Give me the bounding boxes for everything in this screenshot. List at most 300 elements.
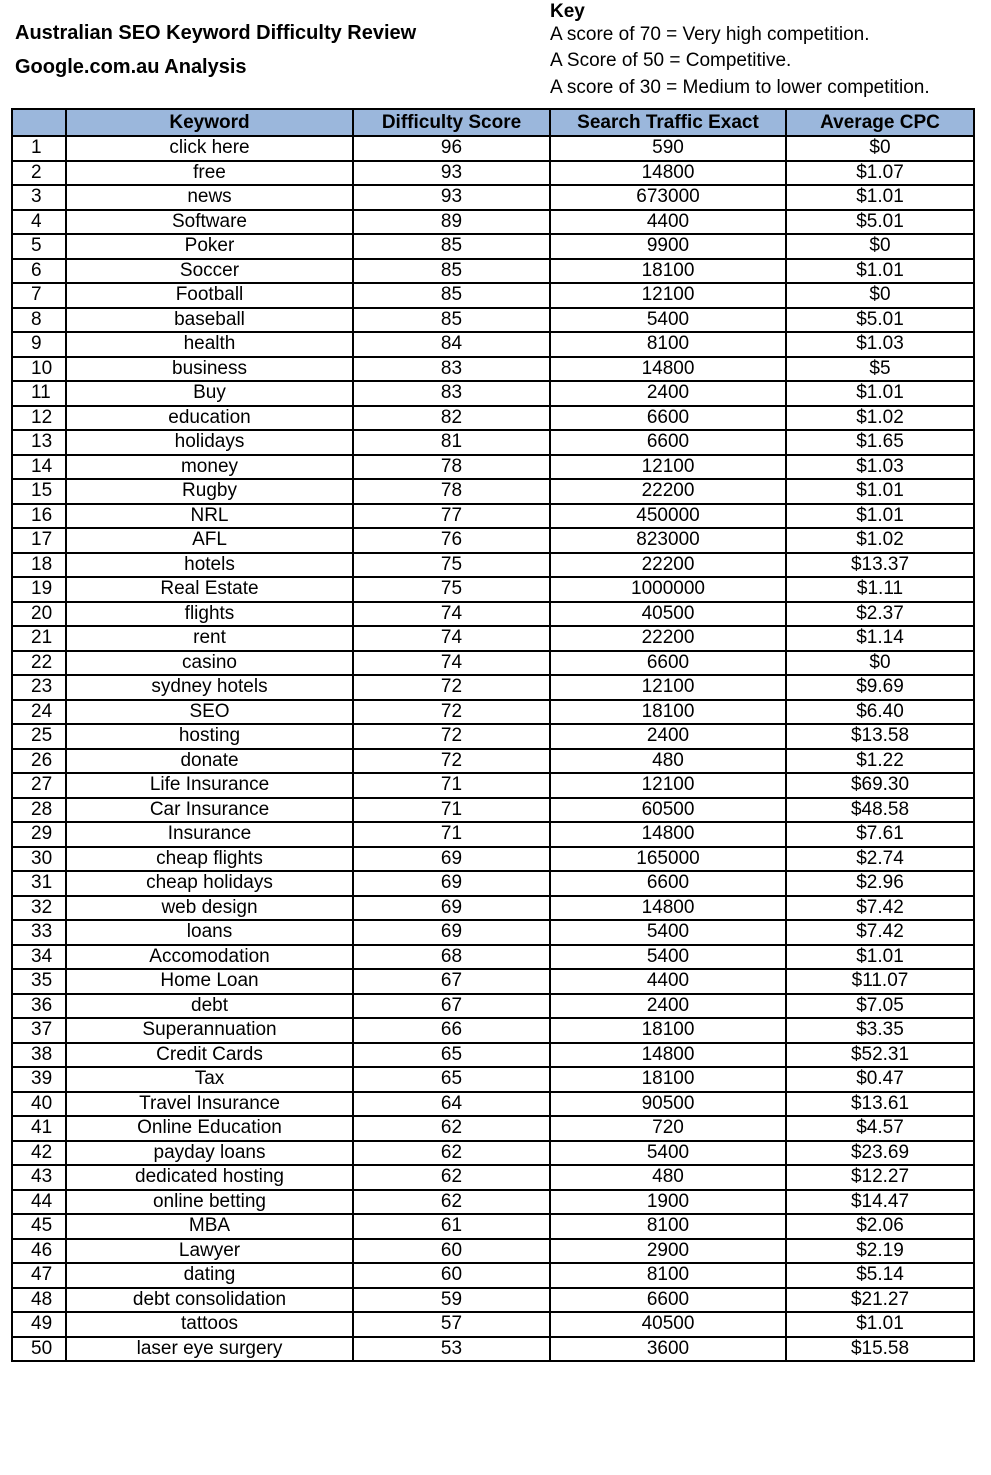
rank-cell: 29 [12, 822, 66, 847]
rank-cell: 40 [12, 1092, 66, 1117]
average-cpc-cell: $1.07 [786, 161, 974, 186]
average-cpc-cell: $52.31 [786, 1043, 974, 1068]
rank-cell: 42 [12, 1141, 66, 1166]
keyword-cell: web design [66, 896, 353, 921]
search-traffic-cell: 8100 [550, 332, 786, 357]
average-cpc-cell: $1.03 [786, 455, 974, 480]
keyword-cell: loans [66, 920, 353, 945]
header-average-cpc: Average CPC [786, 109, 974, 136]
table-row [12, 1018, 974, 1043]
rank-cell: 10 [12, 357, 66, 382]
rank-cell: 37 [12, 1018, 66, 1043]
difficulty-score-cell: 69 [353, 847, 550, 872]
rank-cell: 50 [12, 1337, 66, 1362]
average-cpc-cell: $0 [786, 283, 974, 308]
keyword-cell: health [66, 332, 353, 357]
table-row [12, 1214, 974, 1239]
table-row [12, 700, 974, 725]
keyword-cell: rent [66, 626, 353, 651]
table-row [12, 896, 974, 921]
table-body [12, 136, 974, 1361]
rank-cell: 12 [12, 406, 66, 431]
rank-cell: 28 [12, 798, 66, 823]
table-row [12, 749, 974, 774]
key-line-very-high: A score of 70 = Very high competition. [550, 24, 870, 45]
average-cpc-cell: $1.03 [786, 332, 974, 357]
average-cpc-cell: $11.07 [786, 969, 974, 994]
average-cpc-cell: $1.01 [786, 479, 974, 504]
table-row [12, 136, 974, 161]
rank-cell: 1 [12, 136, 66, 161]
keyword-cell: cheap holidays [66, 871, 353, 896]
keyword-cell: Football [66, 283, 353, 308]
difficulty-score-cell: 74 [353, 651, 550, 676]
search-traffic-cell: 1900 [550, 1190, 786, 1215]
search-traffic-cell: 14800 [550, 822, 786, 847]
average-cpc-cell: $1.01 [786, 1312, 974, 1337]
rank-cell: 39 [12, 1067, 66, 1092]
table-row [12, 308, 974, 333]
keyword-cell: sydney hotels [66, 675, 353, 700]
difficulty-score-cell: 67 [353, 969, 550, 994]
rank-cell: 11 [12, 381, 66, 406]
search-traffic-cell: 18100 [550, 700, 786, 725]
table-row [12, 1239, 974, 1264]
key-line-medium: A score of 30 = Medium to lower competition. [550, 77, 930, 98]
rank-cell: 13 [12, 430, 66, 455]
keyword-cell: click here [66, 136, 353, 161]
rank-cell: 22 [12, 651, 66, 676]
table-row [12, 675, 974, 700]
difficulty-score-cell: 72 [353, 724, 550, 749]
difficulty-score-cell: 93 [353, 185, 550, 210]
search-traffic-cell: 4400 [550, 969, 786, 994]
average-cpc-cell: $1.02 [786, 528, 974, 553]
rank-cell: 41 [12, 1116, 66, 1141]
search-traffic-cell: 12100 [550, 455, 786, 480]
rank-cell: 4 [12, 210, 66, 235]
table-row [12, 406, 974, 431]
table-row [12, 994, 974, 1019]
rank-cell: 32 [12, 896, 66, 921]
average-cpc-cell: $21.27 [786, 1288, 974, 1313]
search-traffic-cell: 673000 [550, 185, 786, 210]
search-traffic-cell: 8100 [550, 1214, 786, 1239]
table-row [12, 847, 974, 872]
table-row [12, 1141, 974, 1166]
table-row [12, 1263, 974, 1288]
page-title: Australian SEO Keyword Difficulty Review [15, 22, 417, 44]
rank-cell: 17 [12, 528, 66, 553]
search-traffic-cell: 2400 [550, 994, 786, 1019]
keyword-cell: Tax [66, 1067, 353, 1092]
rank-cell: 46 [12, 1239, 66, 1264]
search-traffic-cell: 18100 [550, 259, 786, 284]
table-row [12, 773, 974, 798]
search-traffic-cell: 6600 [550, 871, 786, 896]
table-row [12, 1190, 974, 1215]
table-row [12, 185, 974, 210]
rank-cell: 5 [12, 234, 66, 259]
rank-cell: 7 [12, 283, 66, 308]
difficulty-score-cell: 75 [353, 553, 550, 578]
average-cpc-cell: $1.02 [786, 406, 974, 431]
average-cpc-cell: $23.69 [786, 1141, 974, 1166]
rank-cell: 24 [12, 700, 66, 725]
search-traffic-cell: 2400 [550, 381, 786, 406]
average-cpc-cell: $7.61 [786, 822, 974, 847]
difficulty-score-cell: 64 [353, 1092, 550, 1117]
average-cpc-cell: $2.96 [786, 871, 974, 896]
search-traffic-cell: 5400 [550, 1141, 786, 1166]
table-row [12, 798, 974, 823]
difficulty-score-cell: 89 [353, 210, 550, 235]
keyword-cell: Lawyer [66, 1239, 353, 1264]
keyword-cell: dedicated hosting [66, 1165, 353, 1190]
table-row [12, 553, 974, 578]
difficulty-score-cell: 72 [353, 675, 550, 700]
keyword-cell: donate [66, 749, 353, 774]
table-row [12, 259, 974, 284]
rank-cell: 25 [12, 724, 66, 749]
search-traffic-cell: 2400 [550, 724, 786, 749]
search-traffic-cell: 12100 [550, 773, 786, 798]
keyword-cell: payday loans [66, 1141, 353, 1166]
search-traffic-cell: 12100 [550, 283, 786, 308]
table-row [12, 479, 974, 504]
difficulty-score-cell: 62 [353, 1165, 550, 1190]
average-cpc-cell: $7.42 [786, 920, 974, 945]
rank-cell: 23 [12, 675, 66, 700]
average-cpc-cell: $4.57 [786, 1116, 974, 1141]
table-row [12, 332, 974, 357]
average-cpc-cell: $3.35 [786, 1018, 974, 1043]
difficulty-score-cell: 69 [353, 920, 550, 945]
rank-cell: 9 [12, 332, 66, 357]
difficulty-score-cell: 62 [353, 1190, 550, 1215]
average-cpc-cell: $0 [786, 651, 974, 676]
average-cpc-cell: $15.58 [786, 1337, 974, 1362]
search-traffic-cell: 14800 [550, 357, 786, 382]
search-traffic-cell: 5400 [550, 945, 786, 970]
table-row [12, 871, 974, 896]
average-cpc-cell: $2.37 [786, 602, 974, 627]
search-traffic-cell: 6600 [550, 651, 786, 676]
keyword-cell: cheap flights [66, 847, 353, 872]
rank-cell: 20 [12, 602, 66, 627]
table-header-row [12, 109, 974, 136]
average-cpc-cell: $9.69 [786, 675, 974, 700]
rank-cell: 14 [12, 455, 66, 480]
search-traffic-cell: 6600 [550, 430, 786, 455]
search-traffic-cell: 720 [550, 1116, 786, 1141]
average-cpc-cell: $12.27 [786, 1165, 974, 1190]
search-traffic-cell: 9900 [550, 234, 786, 259]
rank-cell: 30 [12, 847, 66, 872]
difficulty-score-cell: 77 [353, 504, 550, 529]
average-cpc-cell: $5.01 [786, 308, 974, 333]
rank-cell: 35 [12, 969, 66, 994]
average-cpc-cell: $0.47 [786, 1067, 974, 1092]
search-traffic-cell: 5400 [550, 920, 786, 945]
header-rank [12, 109, 66, 136]
rank-cell: 6 [12, 259, 66, 284]
table-row [12, 357, 974, 382]
header-difficulty-score: Difficulty Score [353, 109, 550, 136]
average-cpc-cell: $6.40 [786, 700, 974, 725]
keyword-cell: Home Loan [66, 969, 353, 994]
rank-cell: 49 [12, 1312, 66, 1337]
difficulty-score-cell: 74 [353, 626, 550, 651]
difficulty-score-cell: 59 [353, 1288, 550, 1313]
rank-cell: 19 [12, 577, 66, 602]
average-cpc-cell: $2.74 [786, 847, 974, 872]
difficulty-score-cell: 72 [353, 700, 550, 725]
average-cpc-cell: $0 [786, 136, 974, 161]
keyword-cell: baseball [66, 308, 353, 333]
table-row [12, 1092, 974, 1117]
difficulty-score-cell: 61 [353, 1214, 550, 1239]
rank-cell: 36 [12, 994, 66, 1019]
keyword-cell: Car Insurance [66, 798, 353, 823]
difficulty-score-cell: 82 [353, 406, 550, 431]
rank-cell: 31 [12, 871, 66, 896]
keyword-cell: Poker [66, 234, 353, 259]
keyword-cell: debt consolidation [66, 1288, 353, 1313]
average-cpc-cell: $1.11 [786, 577, 974, 602]
rank-cell: 2 [12, 161, 66, 186]
keyword-cell: Soccer [66, 259, 353, 284]
keyword-cell: holidays [66, 430, 353, 455]
keyword-cell: free [66, 161, 353, 186]
difficulty-score-cell: 65 [353, 1067, 550, 1092]
table-row [12, 626, 974, 651]
search-traffic-cell: 22200 [550, 553, 786, 578]
difficulty-score-cell: 85 [353, 283, 550, 308]
table-row [12, 1337, 974, 1362]
keyword-cell: tattoos [66, 1312, 353, 1337]
search-traffic-cell: 5400 [550, 308, 786, 333]
search-traffic-cell: 40500 [550, 1312, 786, 1337]
difficulty-score-cell: 81 [353, 430, 550, 455]
search-traffic-cell: 6600 [550, 406, 786, 431]
average-cpc-cell: $1.01 [786, 381, 974, 406]
search-traffic-cell: 90500 [550, 1092, 786, 1117]
search-traffic-cell: 22200 [550, 626, 786, 651]
table-row [12, 455, 974, 480]
keyword-cell: SEO [66, 700, 353, 725]
rank-cell: 21 [12, 626, 66, 651]
rank-cell: 34 [12, 945, 66, 970]
average-cpc-cell: $0 [786, 234, 974, 259]
table-row [12, 161, 974, 186]
average-cpc-cell: $1.22 [786, 749, 974, 774]
table-row [12, 945, 974, 970]
rank-cell: 15 [12, 479, 66, 504]
difficulty-score-cell: 78 [353, 455, 550, 480]
keyword-cell: Life Insurance [66, 773, 353, 798]
difficulty-score-cell: 78 [353, 479, 550, 504]
search-traffic-cell: 480 [550, 749, 786, 774]
rank-cell: 18 [12, 553, 66, 578]
difficulty-score-cell: 84 [353, 332, 550, 357]
keyword-cell: Online Education [66, 1116, 353, 1141]
search-traffic-cell: 2900 [550, 1239, 786, 1264]
table-row [12, 1067, 974, 1092]
keyword-cell: money [66, 455, 353, 480]
average-cpc-cell: $1.01 [786, 259, 974, 284]
keyword-cell: Credit Cards [66, 1043, 353, 1068]
rank-cell: 47 [12, 1263, 66, 1288]
search-traffic-cell: 18100 [550, 1067, 786, 1092]
average-cpc-cell: $1.01 [786, 185, 974, 210]
rank-cell: 48 [12, 1288, 66, 1313]
search-traffic-cell: 60500 [550, 798, 786, 823]
difficulty-score-cell: 60 [353, 1263, 550, 1288]
difficulty-score-cell: 62 [353, 1116, 550, 1141]
average-cpc-cell: $48.58 [786, 798, 974, 823]
header-search-traffic: Search Traffic Exact [550, 109, 786, 136]
average-cpc-cell: $2.06 [786, 1214, 974, 1239]
keyword-cell: business [66, 357, 353, 382]
average-cpc-cell: $1.14 [786, 626, 974, 651]
keyword-cell: debt [66, 994, 353, 1019]
difficulty-score-cell: 85 [353, 234, 550, 259]
table-row [12, 430, 974, 455]
table-row [12, 577, 974, 602]
table-row [12, 822, 974, 847]
header-keyword: Keyword [66, 109, 353, 136]
keyword-cell: dating [66, 1263, 353, 1288]
keyword-cell: flights [66, 602, 353, 627]
difficulty-score-cell: 83 [353, 357, 550, 382]
keyword-cell: Insurance [66, 822, 353, 847]
search-traffic-cell: 14800 [550, 161, 786, 186]
average-cpc-cell: $13.37 [786, 553, 974, 578]
key-heading: Key [550, 1, 585, 22]
table-row [12, 504, 974, 529]
average-cpc-cell: $14.47 [786, 1190, 974, 1215]
rank-cell: 3 [12, 185, 66, 210]
search-traffic-cell: 165000 [550, 847, 786, 872]
search-traffic-cell: 6600 [550, 1288, 786, 1313]
rank-cell: 38 [12, 1043, 66, 1068]
table-row [12, 920, 974, 945]
keyword-cell: Travel Insurance [66, 1092, 353, 1117]
rank-cell: 43 [12, 1165, 66, 1190]
search-traffic-cell: 823000 [550, 528, 786, 553]
keyword-cell: Buy [66, 381, 353, 406]
difficulty-score-cell: 85 [353, 259, 550, 284]
keyword-cell: hosting [66, 724, 353, 749]
table-row [12, 381, 974, 406]
average-cpc-cell: $5 [786, 357, 974, 382]
table-row [12, 234, 974, 259]
table-row [12, 1312, 974, 1337]
keyword-cell: online betting [66, 1190, 353, 1215]
difficulty-score-cell: 57 [353, 1312, 550, 1337]
search-traffic-cell: 40500 [550, 602, 786, 627]
difficulty-score-cell: 65 [353, 1043, 550, 1068]
table-row [12, 1043, 974, 1068]
average-cpc-cell: $5.14 [786, 1263, 974, 1288]
search-traffic-cell: 1000000 [550, 577, 786, 602]
difficulty-score-cell: 85 [353, 308, 550, 333]
keyword-difficulty-table [11, 108, 975, 1362]
search-traffic-cell: 8100 [550, 1263, 786, 1288]
difficulty-score-cell: 76 [353, 528, 550, 553]
average-cpc-cell: $1.01 [786, 504, 974, 529]
rank-cell: 8 [12, 308, 66, 333]
rank-cell: 16 [12, 504, 66, 529]
page-subtitle: Google.com.au Analysis [15, 56, 247, 78]
difficulty-score-cell: 96 [353, 136, 550, 161]
difficulty-score-cell: 74 [353, 602, 550, 627]
average-cpc-cell: $7.42 [786, 896, 974, 921]
average-cpc-cell: $7.05 [786, 994, 974, 1019]
table-row [12, 283, 974, 308]
rank-cell: 27 [12, 773, 66, 798]
keyword-cell: hotels [66, 553, 353, 578]
table-row [12, 602, 974, 627]
difficulty-score-cell: 69 [353, 896, 550, 921]
table-row [12, 528, 974, 553]
search-traffic-cell: 590 [550, 136, 786, 161]
search-traffic-cell: 14800 [550, 896, 786, 921]
average-cpc-cell: $13.61 [786, 1092, 974, 1117]
keyword-cell: Superannuation [66, 1018, 353, 1043]
keyword-cell: news [66, 185, 353, 210]
rank-cell: 45 [12, 1214, 66, 1239]
keyword-cell: Software [66, 210, 353, 235]
search-traffic-cell: 3600 [550, 1337, 786, 1362]
difficulty-score-cell: 72 [353, 749, 550, 774]
difficulty-score-cell: 71 [353, 798, 550, 823]
search-traffic-cell: 4400 [550, 210, 786, 235]
table-row [12, 1165, 974, 1190]
average-cpc-cell: $1.01 [786, 945, 974, 970]
average-cpc-cell: $2.19 [786, 1239, 974, 1264]
rank-cell: 26 [12, 749, 66, 774]
search-traffic-cell: 480 [550, 1165, 786, 1190]
keyword-cell: laser eye surgery [66, 1337, 353, 1362]
keyword-cell: Real Estate [66, 577, 353, 602]
table-row [12, 1288, 974, 1313]
average-cpc-cell: $1.65 [786, 430, 974, 455]
difficulty-score-cell: 68 [353, 945, 550, 970]
keyword-cell: MBA [66, 1214, 353, 1239]
search-traffic-cell: 450000 [550, 504, 786, 529]
table-row [12, 724, 974, 749]
average-cpc-cell: $69.30 [786, 773, 974, 798]
keyword-cell: casino [66, 651, 353, 676]
table-row [12, 1116, 974, 1141]
difficulty-score-cell: 53 [353, 1337, 550, 1362]
rank-cell: 33 [12, 920, 66, 945]
keyword-cell: NRL [66, 504, 353, 529]
keyword-cell: Rugby [66, 479, 353, 504]
average-cpc-cell: $5.01 [786, 210, 974, 235]
search-traffic-cell: 18100 [550, 1018, 786, 1043]
difficulty-score-cell: 83 [353, 381, 550, 406]
rank-cell: 44 [12, 1190, 66, 1215]
difficulty-score-cell: 71 [353, 773, 550, 798]
keyword-cell: Accomodation [66, 945, 353, 970]
difficulty-score-cell: 93 [353, 161, 550, 186]
keyword-cell: AFL [66, 528, 353, 553]
difficulty-score-cell: 71 [353, 822, 550, 847]
average-cpc-cell: $13.58 [786, 724, 974, 749]
